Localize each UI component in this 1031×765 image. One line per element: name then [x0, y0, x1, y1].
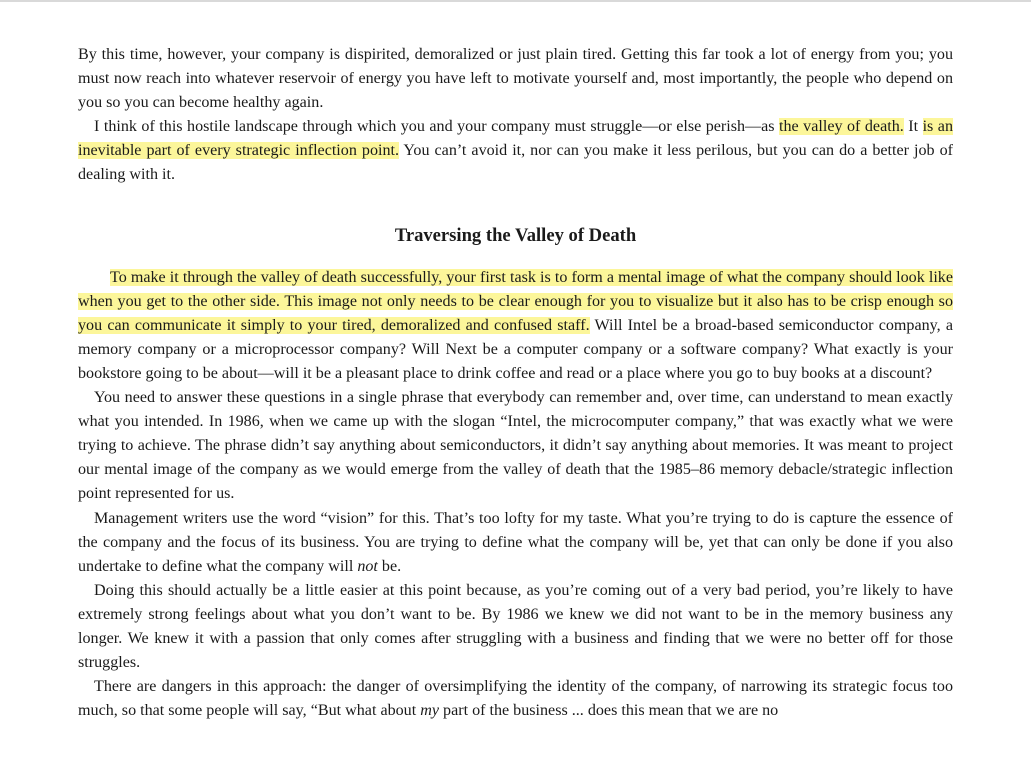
- paragraph-7-text: There are dangers in this approach: the danger of oversimplifying the identity of the company, of narrowing its strategic focus too much, so that some people will say, “But what about: [78, 678, 953, 720]
- paragraph-7: [78, 675, 953, 723]
- paragraph-6-text: Doing this should actually be a little easier at this point because, as you’re coming out of a very bad period, you’re likely to have extremely strong feelings about what you don’t want to be. By 1986 we knew we did not want to be in the memory business any longer. We knew it with a passion that only comes after struggling with a business and finding that we were no better off for those struggles.: [78, 581, 953, 672]
- paragraph-4-text: You need to answer these questions in a single phrase that everybody can remember and, over time, can understand to mean exactly what you intended. In 1986, when we came up with the slogan “Intel, the microcomputer company,” that was exactly what we were trying to achieve. The phrase didn’t say anything about semiconductors, it didn’t say anything about memories. It was meant to project our mental image of the company as we would emerge from the valley of death that the 1985–86 memory debacle/strategic inflection point represented for us.: [78, 389, 953, 503]
- highlight-mental-image[interactable]: To make it through the valley of death successfully, your first task is to form a mental image of what the company should look like when you get to the other side. This image not only needs to be clear enough for you to visualize but it also has to be crisp enough so you can communicate it simply to your tired, demoralized and confused staff.: [78, 268, 953, 334]
- paragraph-5: [78, 507, 953, 579]
- paragraph-2-text: You can’t avoid it, nor can you make it less perilous, but you can do a better job of dealing with it.: [78, 142, 953, 184]
- section-heading: Traversing the Valley of Death: [394, 224, 637, 246]
- paragraph-1-text: By this time, however, your company is dispirited, demoralized or just plain tired. Getting this far took a lot of energy from you; you must now reach into whatever reservoir of energy you have left to motivate yourself and, most importantly, the people who depend on you so you can become healthy again.: [78, 46, 953, 112]
- paragraph-7-text: part of the business ... does this mean that we are no: [439, 702, 779, 720]
- section-spacer: [78, 248, 953, 266]
- paragraph-5-text: be.: [377, 557, 402, 575]
- paragraph-3-text: Will Intel be a broad-based semiconductor company, a memory company or a microprocessor company? Will Next be a computer company or a software company? What exactly is your bookstore going to be about—will it be a pleasant place to drink coffee and read or a place where you go to buy books at a discount?: [78, 316, 953, 382]
- emphasis-my: my: [420, 702, 439, 720]
- highlight-inevitable-part[interactable]: is an inevitable part of every strategic inflection point.: [78, 118, 953, 160]
- paragraph-6: [78, 579, 953, 675]
- section-spacer: [78, 188, 953, 224]
- paragraph-3: [78, 266, 953, 386]
- paragraph-1: [78, 43, 953, 115]
- paragraph-5-text: Management writers use the word “vision” for this. That’s too lofty for my taste. What you’re trying to do is capture the essence of the company and the focus of its business. You are trying to define what the company will be, yet that can only be done if you also undertake to define what the company will: [78, 509, 953, 575]
- paragraph-2: [78, 115, 953, 187]
- paragraph-2-text: I think of this hostile landscape through which you and your company must struggle—or else perish—as: [94, 118, 780, 136]
- top-border: [0, 0, 1031, 2]
- emphasis-not: not: [357, 557, 378, 575]
- paragraph-4: [78, 386, 953, 506]
- paragraph-2-text: It: [903, 118, 923, 136]
- document-page: [78, 43, 953, 723]
- highlight-valley-of-death[interactable]: the valley of death.: [779, 118, 904, 136]
